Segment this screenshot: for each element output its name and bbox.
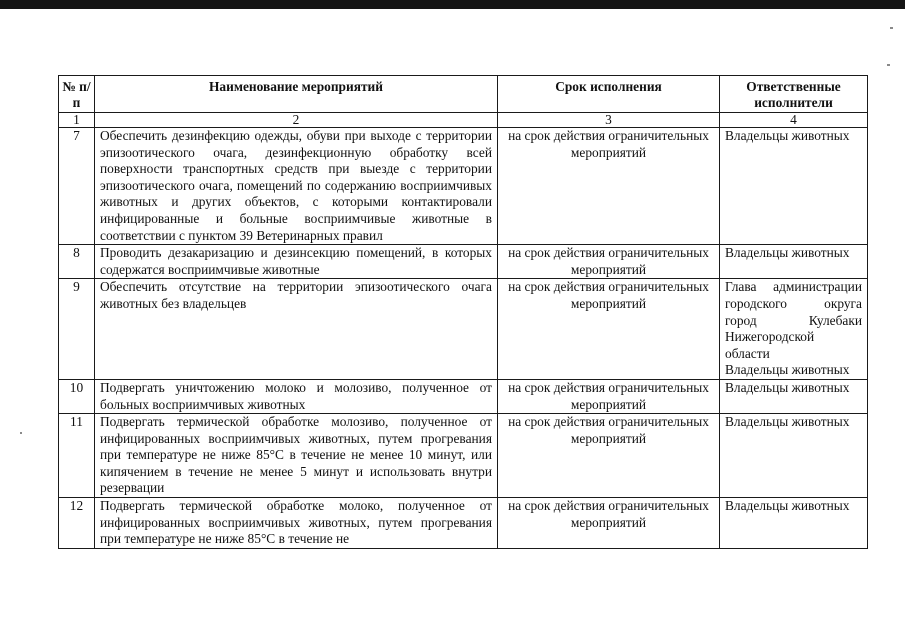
responsible-line: Владельцы животных: [725, 362, 850, 378]
table-row: [59, 128, 868, 245]
table-row: [59, 279, 868, 380]
measure-responsible: [720, 498, 868, 549]
measure-responsible: [720, 245, 868, 279]
measure-name: Подвергать уничтожению молоко и молозиво, полученное от больных восприимчивых животных: [95, 379, 498, 413]
row-number: 9: [59, 279, 95, 380]
measure-term: на срок действия ограничительных мероприятий: [498, 128, 720, 245]
measure-responsible: [720, 128, 868, 245]
scan-speck: [887, 64, 890, 66]
row-number: 10: [59, 379, 95, 413]
header-term: Срок исполнения: [498, 76, 720, 113]
measure-term: на срок действия ограничительных мероприятий: [498, 498, 720, 549]
row-number: 8: [59, 245, 95, 279]
column-number: 4: [720, 113, 868, 128]
column-number: 2: [95, 113, 498, 128]
table-row: [59, 414, 868, 498]
responsible-line: Владельцы животных: [725, 379, 850, 395]
scan-speck: [20, 432, 22, 434]
responsible-line: Владельцы животных: [725, 128, 850, 143]
measure-responsible: [720, 414, 868, 498]
measures-table: [58, 75, 868, 549]
column-number: 3: [498, 113, 720, 128]
responsible-line: Владельцы животных: [725, 498, 850, 514]
measure-name: Проводить дезакаризацию и дезинсекцию помещений, в которых содержатся восприимчивые животные: [95, 245, 498, 279]
measure-responsible: [720, 279, 868, 380]
measure-term: на срок действия ограничительных мероприятий: [498, 245, 720, 279]
responsible-line: Владельцы животных: [725, 414, 850, 430]
responsible-line: Глава администрации городского округа город Кулебаки Нижегородской области: [725, 279, 862, 361]
measure-term: на срок действия ограничительных мероприятий: [498, 279, 720, 380]
header-name: Наименование мероприятий: [95, 76, 498, 113]
measure-term: на срок действия ограничительных мероприятий: [498, 414, 720, 498]
measure-name: Обеспечить отсутствие на территории эпизоотического очага животных без владельцев: [95, 279, 498, 380]
measure-term: на срок действия ограничительных мероприятий: [498, 379, 720, 413]
row-number: 7: [59, 128, 95, 245]
measure-name: Подвергать термической обработке молозиво, полученное от инфицированных восприимчивых животных, путем прогревания при температуре не ниже 85°С в течение не менее 10 минут, или кипячением в течение не менее 5 минут и использовать внутри резервации: [95, 414, 498, 498]
measure-name: Обеспечить дезинфекцию одежды, обуви при выходе с территории эпизоотического очага, дезинфекционную обработку всей поверхности транспортных средств при выезде с территории эпизоотического очага, помещений по содержанию восприимчивых животных и других объектов, с которыми контактировали инфицированные и больные восприимчивые животные в соответствии с пунктом 39 Ветеринарных правил: [95, 128, 498, 245]
header-resp: Ответственные исполнители: [720, 76, 868, 113]
measure-name: Подвергать термической обработке молоко, полученное от инфицированных восприимчивых животных, путем прогревания при температуре не ниже 85°С в течение не: [95, 498, 498, 549]
column-number: 1: [59, 113, 95, 128]
row-number: 12: [59, 498, 95, 549]
responsible-line: Владельцы животных: [725, 245, 850, 261]
header-no: № п/п: [59, 76, 95, 113]
table-header-row: [59, 76, 868, 113]
scan-top-border: [0, 0, 905, 9]
table-row: [59, 245, 868, 279]
column-number-row: [59, 113, 868, 128]
table-row: [59, 379, 868, 413]
row-number: 11: [59, 414, 95, 498]
table-row: [59, 498, 868, 549]
measure-responsible: [720, 379, 868, 413]
scan-speck: [890, 27, 893, 29]
